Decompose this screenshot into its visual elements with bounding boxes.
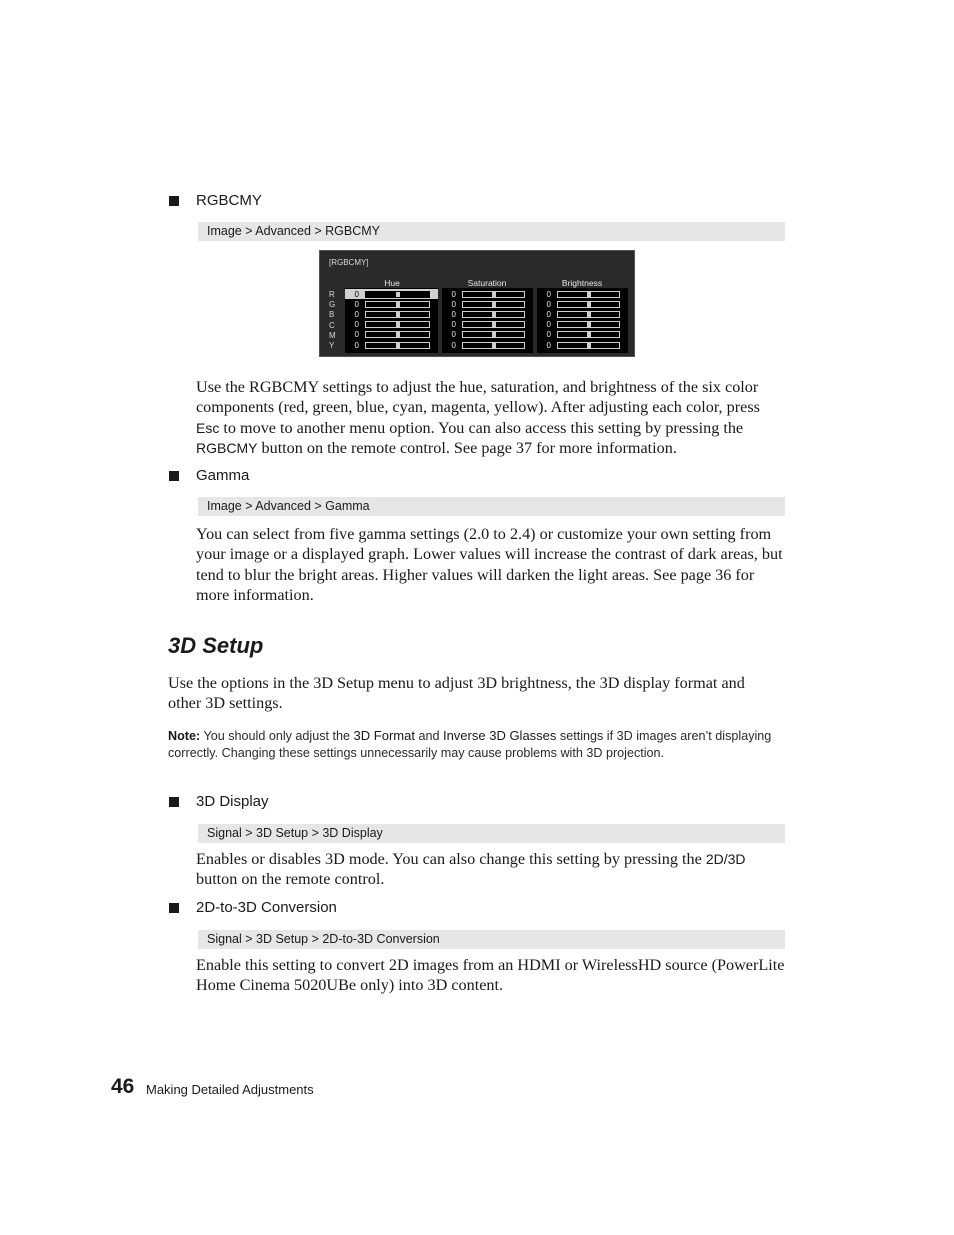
osd-slider-row[interactable] [537, 309, 628, 319]
osd-slider-track[interactable] [462, 311, 525, 318]
3d-display-description [196, 849, 786, 890]
rgbcmy-osd-screenshot [319, 250, 635, 357]
rgbcmy-title: RGBCMY [196, 192, 262, 209]
gamma-description: You can select from five gamma settings (2.0 to 2.4) or customize your own setting from your image or a displayed graph. Lower values will increase the contrast of dark areas, but tend to blur the bright areas. Higher values will darken the light areas. See page 36 for more information. [196, 525, 783, 605]
bullet-square [169, 471, 179, 481]
osd-slider-track[interactable] [365, 342, 430, 349]
osd-value: 0 [451, 289, 456, 299]
osd-slider-row[interactable] [345, 309, 438, 319]
osd-slider-track[interactable] [557, 311, 620, 318]
osd-slider-knob[interactable] [396, 302, 400, 307]
section-heading-3d-setup: 3D Setup [168, 633, 264, 658]
osd-value: 0 [354, 340, 359, 350]
page-number: 46 [111, 1075, 135, 1098]
3d-display-title: 3D Display [196, 793, 269, 810]
osd-slider-knob[interactable] [396, 312, 400, 317]
osd-title: [RGBCMY] [329, 258, 369, 267]
osd-slider-knob[interactable] [587, 322, 591, 327]
osd-slider-knob[interactable] [396, 322, 400, 327]
osd-value: 0 [451, 340, 456, 350]
esc-key-label: Esc [196, 419, 220, 436]
2d-3d-button-label: 2D/3D [705, 851, 746, 867]
3d-display-menu-path: Signal > 3D Setup > 3D Display [198, 824, 785, 843]
osd-slider-track[interactable] [365, 291, 430, 298]
osd-slider-track[interactable] [365, 321, 430, 328]
osd-value: 0 [451, 299, 456, 309]
osd-slider-row[interactable] [442, 289, 533, 299]
note-keyword-3d-format: 3D Format [353, 728, 415, 743]
osd-letter: G [329, 300, 336, 310]
osd-value: 0 [354, 330, 359, 340]
osd-slider-knob[interactable] [396, 332, 400, 337]
osd-value: 0 [451, 320, 456, 330]
osd-slider-knob[interactable] [492, 322, 496, 327]
osd-slider-row[interactable] [345, 330, 438, 340]
osd-column-saturation [442, 288, 533, 353]
rgbcmy-desc-part1: Use the RGBCMY settings to adjust the hue, saturation, and brightness of the six color components (red, green, blue, cyan, magenta, yellow). After adjusting each color, press [196, 378, 760, 417]
osd-slider-knob[interactable] [492, 343, 496, 348]
gamma-title: Gamma [196, 467, 250, 484]
bullet-square [169, 903, 179, 913]
osd-letter: R [329, 290, 335, 299]
osd-column-hue [345, 288, 438, 353]
osd-value: 0 [354, 309, 359, 319]
osd-slider-track[interactable] [557, 291, 620, 298]
osd-slider-knob[interactable] [492, 302, 496, 307]
osd-slider-track[interactable] [462, 321, 525, 328]
osd-slider-row[interactable] [537, 320, 628, 330]
2d-to-3d-conversion-description: Enable this setting to convert 2D images from an HDMI or WirelessHD source (PowerLite Home Cinema 5020UBe only) into 3D content. [196, 956, 785, 995]
osd-slider-knob[interactable] [492, 332, 496, 337]
osd-value: 0 [451, 330, 456, 340]
osd-slider-row[interactable] [537, 289, 628, 299]
osd-letter: B [329, 310, 335, 320]
osd-value: 0 [546, 340, 551, 350]
osd-value: 0 [546, 320, 551, 330]
note-text-3: settings if 3D images aren’t displaying correctly. Changing these settings unnecessarily may cause problems with 3D projection. [168, 729, 772, 760]
osd-slider-knob[interactable] [396, 292, 400, 297]
osd-slider-row[interactable] [442, 340, 533, 350]
2d-to-3d-conversion-title: 2D-to-3D Conversion [196, 899, 337, 916]
note-text-2: and [414, 729, 443, 743]
osd-slider-row[interactable] [537, 299, 628, 309]
osd-slider-track[interactable] [557, 321, 620, 328]
gamma-menu-path: Image > Advanced > Gamma [198, 497, 785, 516]
osd-value: 0 [354, 299, 359, 309]
osd-value: 0 [546, 309, 551, 319]
note-box [168, 727, 778, 762]
note-keyword-inverse-3d-glasses: Inverse 3D Glasses [442, 728, 557, 743]
rgbcmy-desc-part3: button on the remote control. See page 37 for more information. [257, 439, 677, 458]
osd-slider-track[interactable] [365, 301, 430, 308]
osd-slider-track[interactable] [365, 311, 430, 318]
osd-slider-row[interactable] [442, 330, 533, 340]
osd-slider-knob[interactable] [587, 292, 591, 297]
osd-color-letters [329, 290, 339, 351]
osd-value: 0 [546, 299, 551, 309]
3d-setup-intro: Use the options in the 3D Setup menu to adjust 3D brightness, the 3D display format and other 3D settings. [168, 674, 745, 713]
osd-slider-row[interactable] [345, 340, 438, 350]
osd-slider-knob[interactable] [396, 343, 400, 348]
osd-letter: C [329, 320, 335, 330]
osd-header-hue: Hue [384, 278, 400, 288]
osd-slider-track[interactable] [557, 301, 620, 308]
osd-value: 0 [354, 289, 359, 299]
osd-letter: M [329, 330, 336, 340]
note-text-1: You should only adjust the [200, 729, 354, 743]
osd-slider-track[interactable] [462, 331, 525, 338]
osd-slider-row[interactable] [442, 299, 533, 309]
osd-slider-knob[interactable] [492, 292, 496, 297]
rgbcmy-description [196, 377, 786, 459]
osd-slider-track[interactable] [462, 291, 525, 298]
footer-section-title: Making Detailed Adjustments [146, 1082, 314, 1097]
osd-value: 0 [546, 330, 551, 340]
3d-display-desc-a: Enables or disables 3D mode. You can also change this setting by pressing the [196, 850, 706, 868]
osd-slider-knob[interactable] [587, 312, 591, 317]
osd-slider-row[interactable] [442, 309, 533, 319]
rgbcmy-button-label: RGBCMY [196, 440, 258, 457]
osd-slider-row[interactable] [345, 320, 438, 330]
osd-slider-knob[interactable] [492, 312, 496, 317]
osd-slider-knob[interactable] [587, 343, 591, 348]
osd-slider-track[interactable] [462, 301, 525, 308]
osd-slider-track[interactable] [557, 331, 620, 338]
osd-slider-row[interactable] [537, 340, 628, 350]
osd-slider-track[interactable] [462, 342, 525, 349]
note-label: Note: [168, 729, 201, 743]
osd-slider-row[interactable] [537, 330, 628, 340]
osd-header-brightness: Brightness [561, 278, 603, 288]
osd-column-brightness [537, 288, 628, 353]
osd-slider-row[interactable] [345, 299, 438, 309]
bullet-square [169, 797, 179, 807]
osd-value: 0 [546, 289, 551, 299]
osd-letter: Y [329, 340, 335, 350]
osd-header-saturation: Saturation [467, 278, 507, 288]
osd-value: 0 [451, 309, 456, 319]
osd-slider-row[interactable] [345, 289, 438, 299]
osd-value: 0 [354, 320, 359, 330]
3d-display-desc-b: button on the remote control. [196, 870, 385, 889]
osd-slider-track[interactable] [365, 331, 430, 338]
osd-slider-knob[interactable] [587, 332, 591, 337]
rgbcmy-desc-part2: to move to another menu option. You can also access this setting by pressing the [219, 418, 744, 437]
rgbcmy-menu-path: Image > Advanced > RGBCMY [198, 222, 785, 241]
osd-slider-knob[interactable] [587, 302, 591, 307]
osd-slider-track[interactable] [557, 342, 620, 349]
bullet-square [169, 196, 179, 206]
osd-slider-row[interactable] [442, 320, 533, 330]
2d-to-3d-conversion-menu-path: Signal > 3D Setup > 2D-to-3D Conversion [198, 930, 785, 949]
